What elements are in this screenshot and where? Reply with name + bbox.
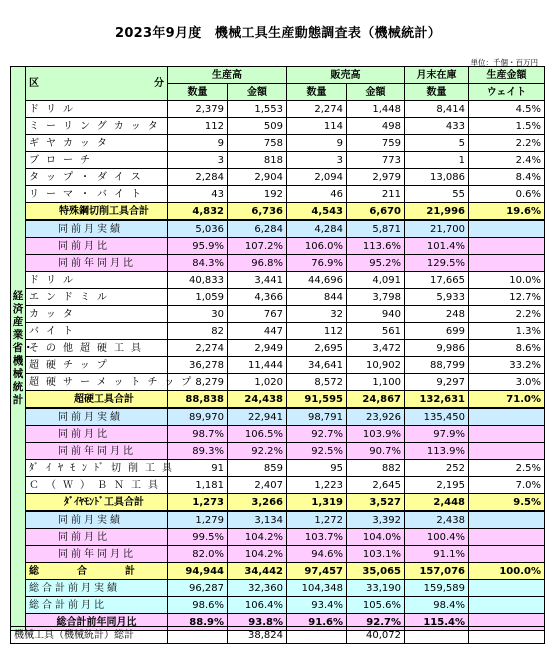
row-value: 84.3% <box>168 255 228 272</box>
row-value: 98,791 <box>287 408 347 426</box>
row-value: 767 <box>228 306 287 323</box>
table-row <box>11 494 545 512</box>
row-value: 30 <box>168 306 228 323</box>
row-value: 859 <box>228 460 287 477</box>
table-row <box>11 323 545 340</box>
row-value: 10,902 <box>347 357 405 374</box>
row-value: 10.0% <box>469 272 545 289</box>
row-value: 4,091 <box>347 272 405 289</box>
row-value: 98.4% <box>405 597 469 614</box>
row-value: 91.6% <box>287 614 347 631</box>
row-value: 40,833 <box>168 272 228 289</box>
side-label <box>11 67 34 631</box>
row-value: 2,448 <box>405 494 469 512</box>
row-label: 同前年同月比 <box>26 255 168 272</box>
row-value: 5,933 <box>405 289 469 306</box>
footer-row <box>11 627 545 644</box>
table-row <box>11 529 545 546</box>
row-value <box>469 238 545 255</box>
row-value: 248 <box>405 306 469 323</box>
row-value: 2,979 <box>347 169 405 186</box>
table-row <box>11 460 545 477</box>
row-value: 95.2% <box>347 255 405 272</box>
table-row <box>11 374 545 391</box>
row-label: 総合計前年同月比 <box>26 614 168 631</box>
row-label: 超硬工具合計 <box>26 391 168 409</box>
row-value: 2,904 <box>228 169 287 186</box>
row-value: 104.2% <box>228 529 287 546</box>
row-value: 19.6% <box>469 203 545 221</box>
footer-empty-4 <box>469 627 545 644</box>
row-value: 2.5% <box>469 460 545 477</box>
row-value <box>469 529 545 546</box>
row-value: 21,996 <box>405 203 469 221</box>
kubun-left: 区 <box>29 78 39 89</box>
production-amount-col-header: 金額 <box>228 84 287 101</box>
table-row <box>11 238 545 255</box>
row-label: 同前月比 <box>26 426 168 443</box>
row-value <box>469 511 545 529</box>
row-value: 252 <box>405 460 469 477</box>
row-value: 192 <box>228 186 287 203</box>
row-value: 4.5% <box>469 101 545 118</box>
row-value: 46 <box>287 186 347 203</box>
row-label: ﾀﾞｲﾔﾓﾝﾄﾞ工具合計 <box>26 494 168 512</box>
row-value: 33.2% <box>469 357 545 374</box>
row-value: 2,195 <box>405 477 469 494</box>
row-value: 106.5% <box>228 426 287 443</box>
row-value: 2,695 <box>287 340 347 357</box>
row-label: 同前月実績 <box>26 220 168 238</box>
row-label: 特殊鋼切削工具合計 <box>26 203 168 221</box>
row-value: 3 <box>168 152 228 169</box>
row-value: 9.5% <box>469 494 545 512</box>
row-value: 93.4% <box>287 597 347 614</box>
row-value: 112 <box>168 118 228 135</box>
row-value: 0.6% <box>469 186 545 203</box>
row-value: 104.0% <box>347 529 405 546</box>
table-row <box>11 220 545 238</box>
row-value: 103.1% <box>347 546 405 563</box>
row-value <box>469 597 545 614</box>
row-value: 95.9% <box>168 238 228 255</box>
row-value: 24,867 <box>347 391 405 409</box>
row-value: 1,319 <box>287 494 347 512</box>
table-row <box>11 426 545 443</box>
row-value: 509 <box>228 118 287 135</box>
row-value: 2,645 <box>347 477 405 494</box>
unit-note: 単位：千個・百万円 <box>470 58 538 67</box>
table-row <box>11 391 545 409</box>
row-value: 5 <box>405 135 469 152</box>
row-label: バイト <box>26 323 168 340</box>
row-value: 107.2% <box>228 238 287 255</box>
table-row <box>11 118 545 135</box>
row-value: 159,589 <box>405 580 469 597</box>
row-value: 1,100 <box>347 374 405 391</box>
row-value: 1,273 <box>168 494 228 512</box>
row-value: 36,278 <box>168 357 228 374</box>
row-value: 88,799 <box>405 357 469 374</box>
inventory-header: 月末在庫 <box>405 67 469 84</box>
row-value: 2,438 <box>405 511 469 529</box>
row-value: 3,441 <box>228 272 287 289</box>
row-label: 同前月実績 <box>26 408 168 426</box>
row-value: 91,595 <box>287 391 347 409</box>
row-value: 8.6% <box>469 340 545 357</box>
row-value: 22,941 <box>228 408 287 426</box>
row-value: 71.0% <box>469 391 545 409</box>
row-label: 総合計 <box>26 563 168 580</box>
production-header: 生産高 <box>168 67 287 84</box>
row-value: 98.6% <box>168 597 228 614</box>
row-value: 101.4% <box>405 238 469 255</box>
weight-header: ウェイト <box>469 84 545 101</box>
row-value: 1 <box>405 152 469 169</box>
row-value: 2,274 <box>168 340 228 357</box>
row-value: 90.7% <box>347 443 405 460</box>
header-row-1 <box>11 67 545 84</box>
row-value <box>469 220 545 238</box>
row-value: 23,926 <box>347 408 405 426</box>
row-label: 同前月比 <box>26 238 168 255</box>
row-value: 103.7% <box>287 529 347 546</box>
row-label: 超硬サーメットチップ <box>26 374 168 391</box>
table-row <box>11 289 545 306</box>
footer-label: 機械工具（機械統計）総計 <box>11 627 168 644</box>
row-value: 844 <box>287 289 347 306</box>
row-value: 9,297 <box>405 374 469 391</box>
row-value: 94,944 <box>168 563 228 580</box>
row-value: 115.4% <box>405 614 469 631</box>
row-value: 43 <box>168 186 228 203</box>
table-row <box>11 306 545 323</box>
footer-empty-2 <box>287 627 347 644</box>
row-value: 1.3% <box>469 323 545 340</box>
table-row <box>11 186 545 203</box>
table-row <box>11 546 545 563</box>
row-value: 34,641 <box>287 357 347 374</box>
table-row <box>11 169 545 186</box>
row-value: 1,181 <box>168 477 228 494</box>
row-label: ドリル <box>26 101 168 118</box>
table-row <box>11 135 545 152</box>
table-row <box>11 255 545 272</box>
row-label: タップ・ダイス <box>26 169 168 186</box>
row-value: 135,450 <box>405 408 469 426</box>
row-value: 3,527 <box>347 494 405 512</box>
row-value: 447 <box>228 323 287 340</box>
row-value: 113.9% <box>405 443 469 460</box>
row-value: 82 <box>168 323 228 340</box>
row-value: 1.5% <box>469 118 545 135</box>
row-value: 91 <box>168 460 228 477</box>
table-row <box>11 563 545 580</box>
row-value <box>469 255 545 272</box>
row-value: 4,366 <box>228 289 287 306</box>
row-value: 95 <box>287 460 347 477</box>
row-value: 92.7% <box>287 426 347 443</box>
table-row <box>11 580 545 597</box>
row-value: 4,284 <box>287 220 347 238</box>
inventory-qty-header: 数量 <box>405 84 469 101</box>
row-value: 96,287 <box>168 580 228 597</box>
footer-sales-amount: 40,072 <box>347 627 405 644</box>
row-value: 97.9% <box>405 426 469 443</box>
row-value: 114 <box>287 118 347 135</box>
row-value: 5,036 <box>168 220 228 238</box>
footer-table <box>10 626 545 644</box>
row-label: Ｃ（Ｗ）ＢＮ工具 <box>26 477 168 494</box>
production-qty-header: 数量 <box>168 84 228 101</box>
row-value: 818 <box>228 152 287 169</box>
row-value: 94.6% <box>287 546 347 563</box>
row-label: リーマ・バイト <box>26 186 168 203</box>
row-value: 132,631 <box>405 391 469 409</box>
table-row <box>11 597 545 614</box>
footer-empty-1 <box>168 627 228 644</box>
table-row <box>11 408 545 426</box>
row-value: 6,670 <box>347 203 405 221</box>
row-value: 11,444 <box>228 357 287 374</box>
row-value: 6,284 <box>228 220 287 238</box>
row-value: 112 <box>287 323 347 340</box>
row-value: 82.0% <box>168 546 228 563</box>
row-label: 総合計前月比 <box>26 597 168 614</box>
row-value: 6,736 <box>228 203 287 221</box>
row-label: ドリル <box>26 272 168 289</box>
row-value: 104.2% <box>228 546 287 563</box>
row-value: 157,076 <box>405 563 469 580</box>
table-row <box>11 357 545 374</box>
sales-qty-header: 数量 <box>287 84 347 101</box>
row-value: 76.9% <box>287 255 347 272</box>
row-value: 129.5% <box>405 255 469 272</box>
row-value <box>469 546 545 563</box>
row-value: 940 <box>347 306 405 323</box>
row-value: 98.7% <box>168 426 228 443</box>
row-value: 699 <box>405 323 469 340</box>
footer-empty-3 <box>405 627 469 644</box>
footer-production-amount: 38,824 <box>228 627 287 644</box>
row-label: 超硬チップ <box>26 357 168 374</box>
row-value: 3,472 <box>347 340 405 357</box>
row-label: 総合計前月実績 <box>26 580 168 597</box>
row-value: 93.8% <box>228 614 287 631</box>
table-row <box>11 443 545 460</box>
row-value: 91.1% <box>405 546 469 563</box>
table-row <box>11 152 545 169</box>
row-value: 9,986 <box>405 340 469 357</box>
row-value: 882 <box>347 460 405 477</box>
row-value: 24,438 <box>228 391 287 409</box>
row-value: 8,414 <box>405 101 469 118</box>
kubun-header <box>26 67 168 101</box>
row-value: 2.4% <box>469 152 545 169</box>
row-value: 1,272 <box>287 511 347 529</box>
row-value: 5,871 <box>347 220 405 238</box>
kubun-right: 分 <box>154 78 164 89</box>
row-value: 2,949 <box>228 340 287 357</box>
row-value: 8,279 <box>168 374 228 391</box>
row-value: 2,379 <box>168 101 228 118</box>
row-value: 32,360 <box>228 580 287 597</box>
row-value: 8.4% <box>469 169 545 186</box>
row-value: 105.6% <box>347 597 405 614</box>
row-value: 433 <box>405 118 469 135</box>
row-label: ミーリングカッタ <box>26 118 168 135</box>
row-value: 7.0% <box>469 477 545 494</box>
row-label: ブローチ <box>26 152 168 169</box>
row-value: 3.0% <box>469 374 545 391</box>
row-value: 759 <box>347 135 405 152</box>
row-value: 773 <box>347 152 405 169</box>
row-value: 103.9% <box>347 426 405 443</box>
row-value: 3,134 <box>228 511 287 529</box>
table-row <box>11 511 545 529</box>
row-value: 100.4% <box>405 529 469 546</box>
table-row <box>11 272 545 289</box>
row-value: 1,223 <box>287 477 347 494</box>
table-row <box>11 101 545 118</box>
row-value: 89,970 <box>168 408 228 426</box>
sales-header: 販売高 <box>287 67 405 84</box>
row-value: 498 <box>347 118 405 135</box>
row-label: ギヤカッタ <box>26 135 168 152</box>
row-value: 9 <box>168 135 228 152</box>
row-value: 3,798 <box>347 289 405 306</box>
row-value: 106.0% <box>287 238 347 255</box>
row-value <box>469 408 545 426</box>
row-value: 2.2% <box>469 135 545 152</box>
row-value: 89.3% <box>168 443 228 460</box>
row-value: 3,266 <box>228 494 287 512</box>
row-value: 12.7% <box>469 289 545 306</box>
row-value: 35,065 <box>347 563 405 580</box>
row-value: 3,392 <box>347 511 405 529</box>
row-value: 88,838 <box>168 391 228 409</box>
row-value: 100.0% <box>469 563 545 580</box>
row-value: 34,442 <box>228 563 287 580</box>
row-value: 4,832 <box>168 203 228 221</box>
row-value: 92.7% <box>347 614 405 631</box>
row-value: 758 <box>228 135 287 152</box>
row-value <box>469 443 545 460</box>
row-label: 同前年同月比 <box>26 443 168 460</box>
row-value: 104,348 <box>287 580 347 597</box>
page-title: 2023年9月度 機械工具生産動態調査表（機械統計） <box>114 26 442 41</box>
row-value: 4,543 <box>287 203 347 221</box>
row-label: 同前月実績 <box>26 511 168 529</box>
row-value: 1,020 <box>228 374 287 391</box>
row-value <box>469 426 545 443</box>
row-value: 113.6% <box>347 238 405 255</box>
row-value: 17,665 <box>405 272 469 289</box>
row-value: 32 <box>287 306 347 323</box>
row-value: 9 <box>287 135 347 152</box>
table-row <box>11 203 545 221</box>
row-label: その他超硬工具 <box>26 340 168 357</box>
row-value <box>469 580 545 597</box>
row-label: エンドミル <box>26 289 168 306</box>
row-value: 561 <box>347 323 405 340</box>
row-value: 2,094 <box>287 169 347 186</box>
row-value: 1,448 <box>347 101 405 118</box>
row-value: 21,700 <box>405 220 469 238</box>
row-value: 3 <box>287 152 347 169</box>
row-value: 8,572 <box>287 374 347 391</box>
production-amount-header: 生産金額 <box>469 67 545 84</box>
row-value: 55 <box>405 186 469 203</box>
row-value: 97,457 <box>287 563 347 580</box>
row-value: 96.8% <box>228 255 287 272</box>
row-value: 13,086 <box>405 169 469 186</box>
row-label: 同前年同月比 <box>26 546 168 563</box>
table-row <box>11 340 545 357</box>
row-value: 106.4% <box>228 597 287 614</box>
row-value: 2,284 <box>168 169 228 186</box>
row-value: 92.2% <box>228 443 287 460</box>
row-value: 88.9% <box>168 614 228 631</box>
row-value: 44,696 <box>287 272 347 289</box>
row-value: 2.2% <box>469 306 545 323</box>
row-label: カッタ <box>26 306 168 323</box>
statistics-table <box>10 66 545 631</box>
row-value: 33,190 <box>347 580 405 597</box>
row-value: 1,553 <box>228 101 287 118</box>
row-value: 211 <box>347 186 405 203</box>
row-label: 同前月比 <box>26 529 168 546</box>
row-value: 2,274 <box>287 101 347 118</box>
table-row <box>11 477 545 494</box>
side-label-text: 経済産業省・機械統計 <box>12 290 34 406</box>
row-label: ﾀﾞｲﾔﾓﾝﾄﾞ切削工具 <box>26 460 168 477</box>
row-value: 1,059 <box>168 289 228 306</box>
row-value: 1,279 <box>168 511 228 529</box>
row-value: 92.5% <box>287 443 347 460</box>
row-value: 99.5% <box>168 529 228 546</box>
row-value: 2,407 <box>228 477 287 494</box>
sales-amount-header: 金額 <box>347 84 405 101</box>
